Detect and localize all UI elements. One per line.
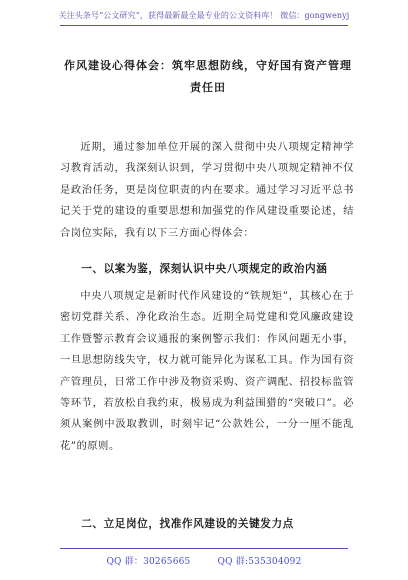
document-title: 作风建设心得体会：筑牢思想防线，守好国有资产管理责任田 (64, 59, 352, 94)
section-heading-2: 二、立足岗位，找准作风建设的关键发力点 (81, 518, 294, 530)
section-heading-1: 一、以案为鉴，深刻认识中央八项规定的政治内涵 (81, 263, 328, 275)
section-1-paragraph: 中央八项规定是新时代作风建设的“铁规矩”，其核心在于密切党群关系、净化政治生态。近期全局党建和党风廉政建设工作暨警示教育会议通报的案例警示我们：作风问题无小事，一旦思想防线失守，权力就可能异化为谋私工具。作为国有资产管理员，日常工作中涉及物资采购、资产调配、招投标监管等环节，若放松自我约束，极易成为利益围猎的“突破口”。必须从案例中汲取教训，时刻牢记“公款姓公，一分一厘不能乱花”的原则。 (60, 291, 354, 452)
intro-paragraph: 近期，通过参加单位开展的深入贯彻中央八项规定精神学习教育活动，我深刻认识到，学习贯彻中央八项规定精神不仅是政治任务，更是岗位职责的内在要求。通过学习习近平总书记关于党的建设的重要思想和加强党的作风建设重要论述，结合岗位实际，我有以下三方面心得体会： (60, 142, 354, 239)
header-notice: 关注头条号“公文研究”，获得最新最全最专业的公文资料库！ 微信：gongwenyj (58, 11, 350, 20)
footer-divider (60, 548, 348, 549)
header-divider (60, 25, 348, 26)
footer-qq-group-2: QQ 群:535304092 (217, 557, 302, 567)
footer-contact (0, 554, 408, 567)
footer-qq-group-1: QQ 群：30265665 (106, 557, 191, 567)
